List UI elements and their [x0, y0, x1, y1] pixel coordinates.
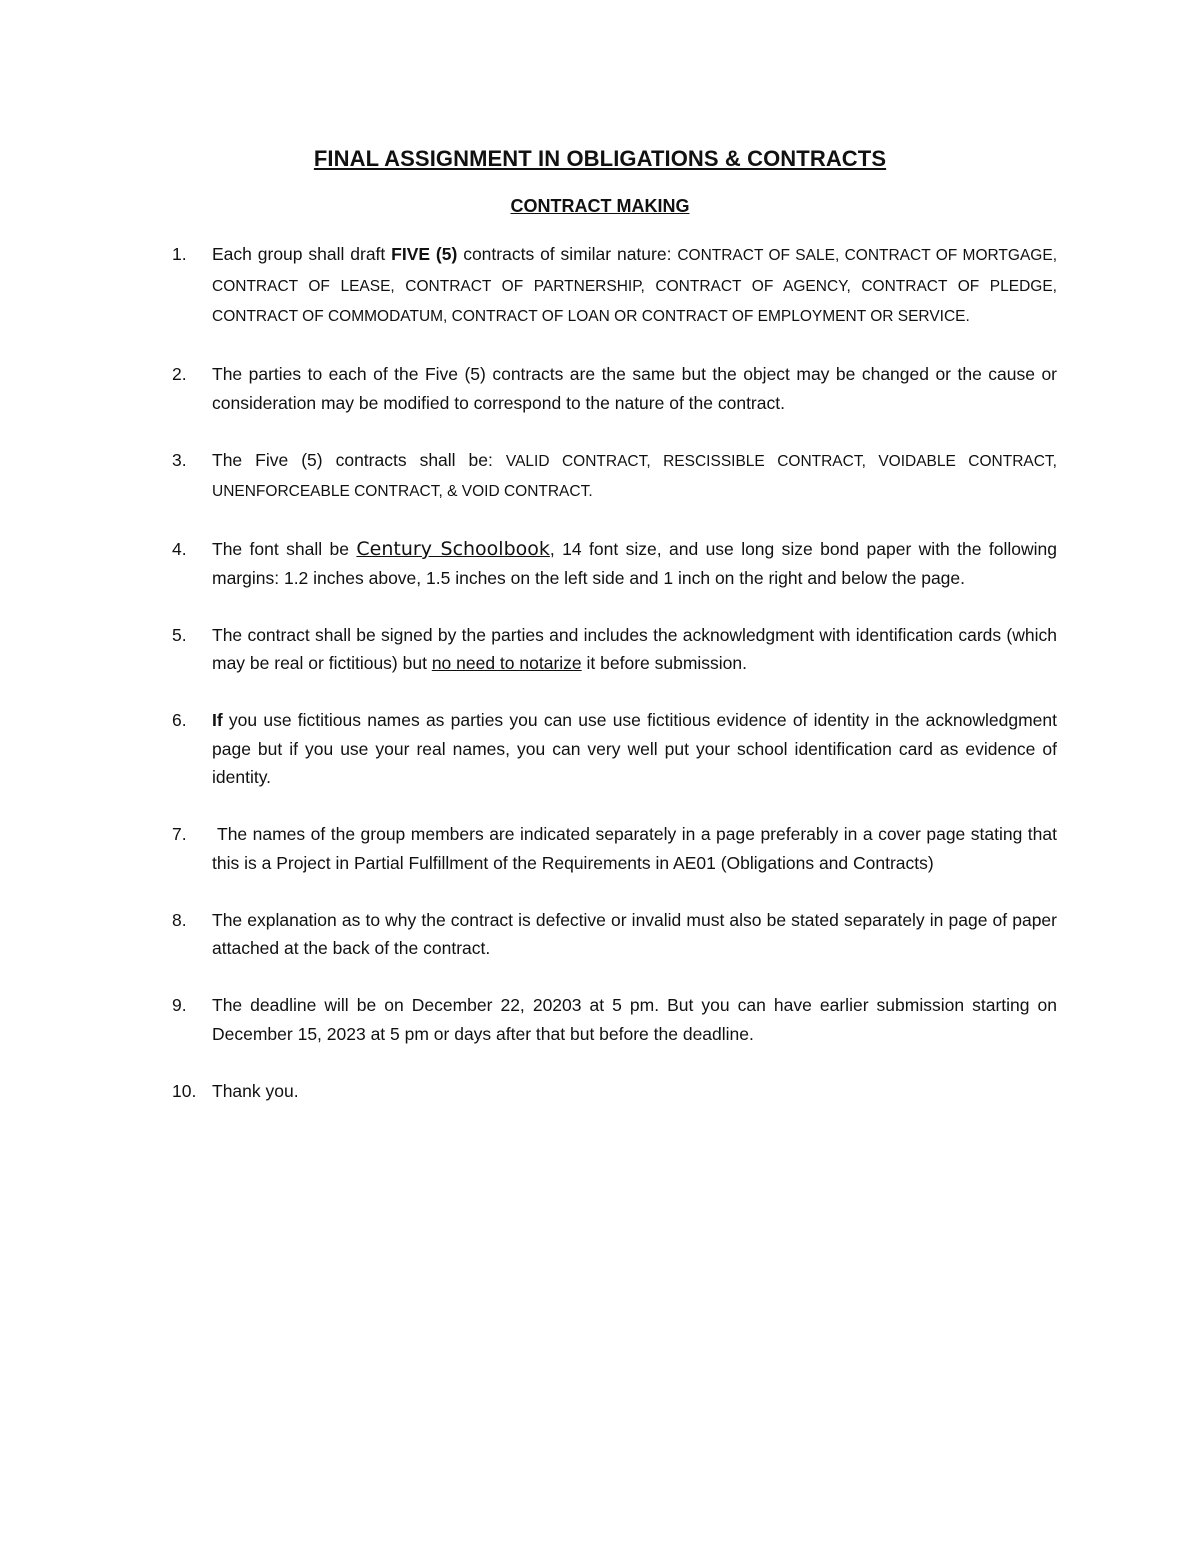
list-item-text: The names of the group members are indicated separately in a page preferably in a cover page stating that this is a Project in Partial Fulfillment of the Requirements in AE01 (Obligations and Contracts): [212, 824, 1057, 873]
emphasis-text: If: [212, 710, 223, 730]
list-item: [0, 360, 1200, 417]
contract-types-text: VALID CONTRACT, RESCISSIBLE CONTRACT, VOIDABLE CONTRACT, UNENFORCEABLE CONTRACT, & VOID CONTRACT.: [212, 452, 1057, 500]
list-item-number: 4.: [172, 539, 187, 559]
list-item: [0, 1077, 1200, 1106]
list-item-number: 9.: [172, 995, 187, 1015]
list-item-text: The Five (5) contracts shall be: VALID CONTRACT, RESCISSIBLE CONTRACT, VOIDABLE CONTRACT, UNENFORCEABLE CONTRACT, & VOID CONTRACT.: [212, 449, 1057, 500]
list-item-number: 10.: [172, 1080, 197, 1101]
emphasis-text: FIVE (5): [391, 244, 458, 264]
font-name-sample: Century Schoolbook: [356, 538, 550, 560]
list-item-text: The font shall be Century Schoolbook, 14 font size, and use long size bond paper with the following margins: 1.2 inches above, 1.5 inches on the left side and 1 inch on the right and below the page.: [212, 538, 1057, 588]
list-item-text: The parties to each of the Five (5) contracts are the same but the object may be changed or the cause or consideration may be modified to correspond to the nature of the contract.: [212, 364, 1057, 413]
list-item: [0, 240, 1200, 332]
list-item-number: 1.: [172, 244, 187, 264]
list-item: [0, 991, 1200, 1048]
list-item: [0, 621, 1200, 678]
list-item: [0, 906, 1200, 963]
list-item-text: The contract shall be signed by the parties and includes the acknowledgment with identification cards (which may be real or fictitious) but no need to notarize it before submission.: [212, 624, 1057, 673]
list-item-number: 3.: [172, 449, 187, 470]
list-item: [0, 820, 1200, 877]
list-item-text: Each group shall draft FIVE (5) contracts of similar nature: CONTRACT OF SALE, CONTRACT OF MORTGAGE, CONTRACT OF LEASE, CONTRACT OF PARTNERSHIP, CONTRACT OF AGENCY, CONTRACT OF PLEDGE, CONTRACT OF COMMODATUM, CONTRACT OF LOAN OR CONTRACT OF EMPLOYMENT OR SERVICE.: [212, 244, 1057, 325]
list-item: [0, 706, 1200, 792]
list-item-number: 8.: [172, 909, 187, 930]
document-subtitle: CONTRACT MAKING: [510, 196, 690, 216]
list-item-number: 7.: [172, 824, 187, 844]
list-item: [0, 446, 1200, 507]
list-item-number: 5.: [172, 624, 187, 645]
list-item-number: 6.: [172, 710, 187, 730]
underlined-text: no need to notarize: [431, 653, 582, 673]
list-item-text: The deadline will be on December 22, 20203 at 5 pm. But you can have earlier submission starting on December 15, 2023 at 5 pm or days after that but before the deadline.: [212, 995, 1057, 1044]
document-title: FINAL ASSIGNMENT IN OBLIGATIONS & CONTRACTS: [313, 146, 887, 171]
list-item-text: The explanation as to why the contract is defective or invalid must also be stated separately in page of paper attached at the back of the contract.: [212, 909, 1057, 958]
list-item: [0, 535, 1200, 592]
contract-types-text: CONTRACT OF SALE, CONTRACT OF MORTGAGE, CONTRACT OF LEASE, CONTRACT OF PARTNERSHIP, CONTRACT OF AGENCY, CONTRACT OF PLEDGE, CONTRACT OF COMMODATUM, CONTRACT OF LOAN OR CONTRACT OF EMPLOYMENT OR SERVICE.: [212, 247, 1057, 325]
list-item-number: 2.: [172, 364, 187, 384]
list-item-text: Thank you.: [212, 1080, 299, 1101]
list-item-text: If you use fictitious names as parties you can use use fictitious evidence of identity in the acknowledgment page but if you use your real names, you can very well put your school identification card as evidence of identity.: [212, 710, 1057, 787]
instruction-list: [0, 240, 1200, 1134]
